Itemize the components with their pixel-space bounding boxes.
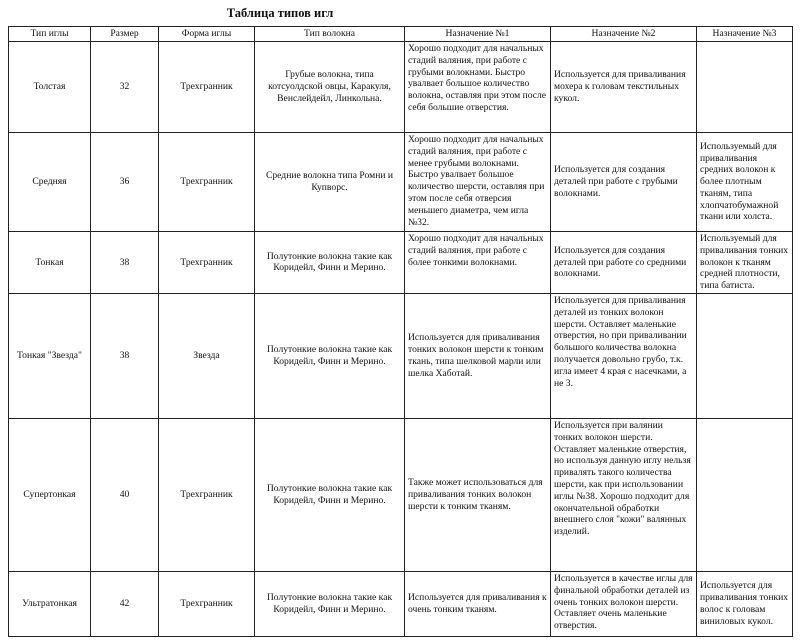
cell-purpose3: Используется для приваливания тонких волос к головам виниловых кукол.	[697, 571, 793, 636]
cell-purpose3: Используемый для приваливания средних волокон к более плотным тканям, типа хлопчатобумажной ткани или холста.	[697, 133, 793, 232]
cell-fiber: Полутонкие волокна такие как Коридейл, Финн и Мерино.	[255, 232, 405, 294]
cell-purpose1: Также может использоваться для приваливания тонких волокон шерсти к тонким тканям.	[405, 418, 551, 571]
cell-purpose3	[697, 293, 793, 418]
cell-fiber: Грубые волокна, типа котсуолдской овцы, Каракуля, Венслейдейл, Линкольна.	[255, 42, 405, 133]
cell-shape: Трехгранник	[159, 133, 255, 232]
cell-purpose1: Используется для приваливания тонких волокон шерсти к тонким ткань, типа шелковой марли или шелка Хаботай.	[405, 293, 551, 418]
cell-purpose2: Используется для создания деталей при работе со средними волокнами.	[551, 232, 697, 294]
table-row	[9, 571, 793, 636]
table-row	[9, 418, 793, 571]
cell-size: 38	[91, 232, 159, 294]
table-row	[9, 133, 793, 232]
cell-type: Супертонкая	[9, 418, 91, 571]
header-row	[9, 27, 793, 42]
cell-type: Тонкая	[9, 232, 91, 294]
col-header-purpose2: Назначение №2	[551, 27, 697, 42]
cell-purpose2: Используется для приваливания деталей из тонких волокон шерсти. Оставляет маленькие отверстия, но при приваливании большого количества волокна получается довольно грубо, т.к. игла имеет 4 края с насечками, а не 3.	[551, 293, 697, 418]
cell-purpose3	[697, 418, 793, 571]
cell-shape: Трехгранник	[159, 571, 255, 636]
col-header-fiber: Тип волокна	[255, 27, 405, 42]
cell-type: Ультратонкая	[9, 571, 91, 636]
table-row	[9, 293, 793, 418]
cell-fiber: Средние волокна типа Ромни и Купворс.	[255, 133, 405, 232]
cell-shape: Трехгранник	[159, 418, 255, 571]
cell-purpose1: Хорошо подходит для начальных стадий валяния, при работе с менее грубыми волокнами. Быстро увалвает большое количество шерсти, оставляя при этом после себя отверсия меньшего диаметра, чем игла №32.	[405, 133, 551, 232]
cell-size: 40	[91, 418, 159, 571]
cell-shape: Трехгранник	[159, 232, 255, 294]
cell-fiber: Полутонкие волокна такие как Коридейл, Финн и Мерино.	[255, 293, 405, 418]
cell-purpose1: Хорошо подходит для начальных стадий валяния, при работе с грубыми волокнами. Быстро увалвает большое количество волокна, оставляя при этом после себя большие отверстия.	[405, 42, 551, 133]
page-title: Таблица типов игл	[226, 6, 334, 20]
cell-type: Средняя	[9, 133, 91, 232]
cell-type: Толстая	[9, 42, 91, 133]
table-row	[9, 232, 793, 294]
cell-type: Тонкая "Звезда"	[9, 293, 91, 418]
col-header-type: Тип иглы	[9, 27, 91, 42]
cell-purpose2: Используется для приваливания мохера к головам текстильных кукол.	[551, 42, 697, 133]
col-header-purpose1: Назначение №1	[405, 27, 551, 42]
col-header-purpose3: Назначение №3	[697, 27, 793, 42]
cell-size: 42	[91, 571, 159, 636]
col-header-shape: Форма иглы	[159, 27, 255, 42]
cell-shape: Трехгранник	[159, 42, 255, 133]
cell-purpose2: Используется в качестве иглы для финальной обработки деталей из очень тонких волокон шерсти. Оставляет очень маленькие отверстия.	[551, 571, 697, 636]
cell-purpose1: Используется для приваливания к очень тонким тканям.	[405, 571, 551, 636]
table-row	[9, 42, 793, 133]
cell-size: 32	[91, 42, 159, 133]
needle-types-table	[8, 26, 793, 637]
col-header-size: Размер	[91, 27, 159, 42]
cell-size: 38	[91, 293, 159, 418]
cell-purpose3: Используемый для приваливания тонких волокон к тканям средней плотности, типа батиста.	[697, 232, 793, 294]
cell-fiber: Полутонкие волокна такие как Коридейл, Финн и Мерино.	[255, 571, 405, 636]
cell-purpose2: Используется при валянии тонких волокон шерсти. Оставляет маленькие отверстия, но используя данную иглу нельзя привалять такого количества шерсти, как при использовании иглы №38. Хорошо подходит для окончательной обработки внешнего слоя "кожи" валянных изделий.	[551, 418, 697, 571]
cell-size: 36	[91, 133, 159, 232]
cell-purpose3	[697, 42, 793, 133]
cell-shape: Звезда	[159, 293, 255, 418]
cell-purpose2: Используется для создания деталей при работе с грубыми волокнами.	[551, 133, 697, 232]
cell-purpose1: Хорошо подходит для начальных стадий валяния, при работе с более тонкими волокнами.	[405, 232, 551, 294]
cell-fiber: Полутонкие волокна такие как Коридейл, Финн и Мерино.	[255, 418, 405, 571]
